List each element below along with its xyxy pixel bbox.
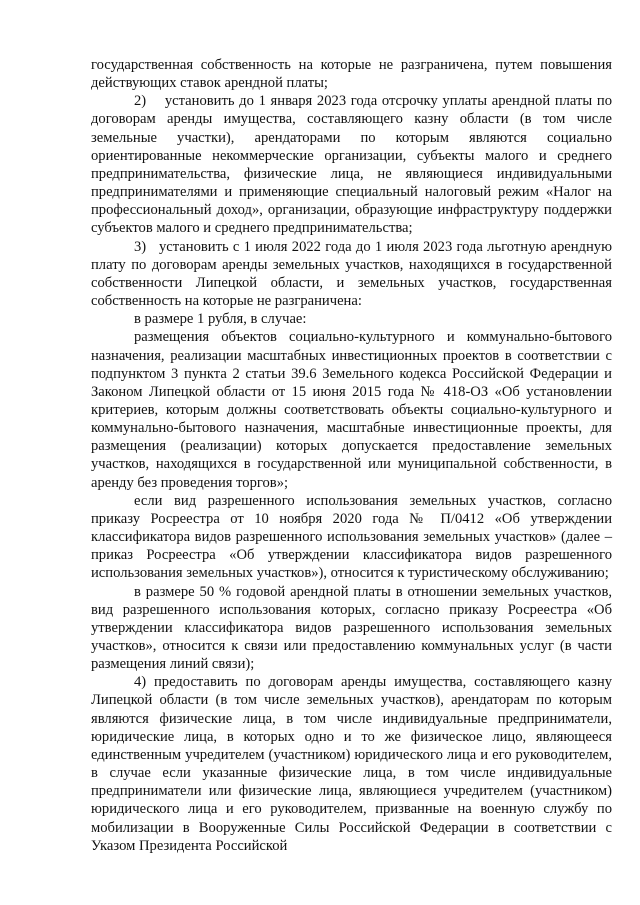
document-body xyxy=(91,56,612,855)
paragraph-item-2: 2) установить до 1 января 2023 года отсрочку уплаты арендной платы по договорам аренды имущества, составляющего казну области (в том числе земельные участки), арендаторами по которым являются социально ориентированные некоммерческие организации, субъекты малого и среднего предпринимательства, физические лица, не являющиеся индивидуальными предпринимателями и применяющие специальный налоговый режим «Налог на профессиональный доход», организации, образующие инфраструктуру поддержки субъектов малого и среднего предпринимательства; xyxy=(91,93,612,237)
paragraph-social-objects: размещения объектов социально-культурного и коммунально-бытового назначения, реализации масштабных инвестиционных проектов в соответствии с подпунктом 3 пункта 2 статьи 39.6 Земельного кодекса Российской Федерации и Законом Липецкой области от 15 июня 2015 года № 418-ОЗ «Об установлении критериев, которым должны соответствовать объекты социально-культурного и коммунально-бытового назначения, масштабные инвестиционные проекты, для размещения (реализации) которых допускается предоставление земельных участков, находящихся в государственной или муниципальной собственности, в аренду без проведения торгов»; xyxy=(91,329,612,491)
paragraph-continuation: государственная собственность на которые не разграничена, путем повышения действующих ставок арендной платы; xyxy=(91,57,612,92)
paragraph-tourism: если вид разрешенного использования земельных участков, согласно приказу Росреестра от 10 ноября 2020 года № П/0412 «Об утверждении классификатора видов разрешенного использования земельных участков» (далее – приказ Росреестра «Об утверждении классификатора видов разрешенного использования земельных участков»), относится к туристическому обслуживанию; xyxy=(91,492,612,582)
paragraph-item-3: 3) установить с 1 июля 2022 года до 1 июля 2023 года льготную арендную плату по договорам аренды земельных участков, находящихся в государственной собственности Липецкой области, и земельных участков, государственная собственность на которые не разграничена: xyxy=(91,238,612,310)
paragraph-rate-1-ruble: в размере 1 рубля, в случае: xyxy=(134,311,307,328)
paragraph-item-4: 4) предоставить по договорам аренды имущества, составляющего казну Липецкой области (в том числе земельных участков), арендаторам по которым являются физические лица, в том числе индивидуальные предприниматели, юридические лица, в которых одно и то же физическое лицо, являющееся единственным учредителем (участником) юридического лица и его руководителем, в случае если указанные физические лица, в том числе индивидуальные предприниматели или физические лица, являющиеся учредителем (участником) юридического лица и его руководителем, призванные на военную службу по мобилизации в Вооруженные Силы Российской Федерации в соответствии с Указом Президента Российской xyxy=(91,674,612,854)
paragraph-rate-50-percent: в размере 50 % годовой арендной платы в отношении земельных участков, вид разрешенного использования которых, согласно приказу Росреестра «Об утверждении классификатора видов разрешенного использования земельных участков», относится к связи или предоставлению коммунальных услуг (в части размещения линий связи); xyxy=(91,583,612,673)
